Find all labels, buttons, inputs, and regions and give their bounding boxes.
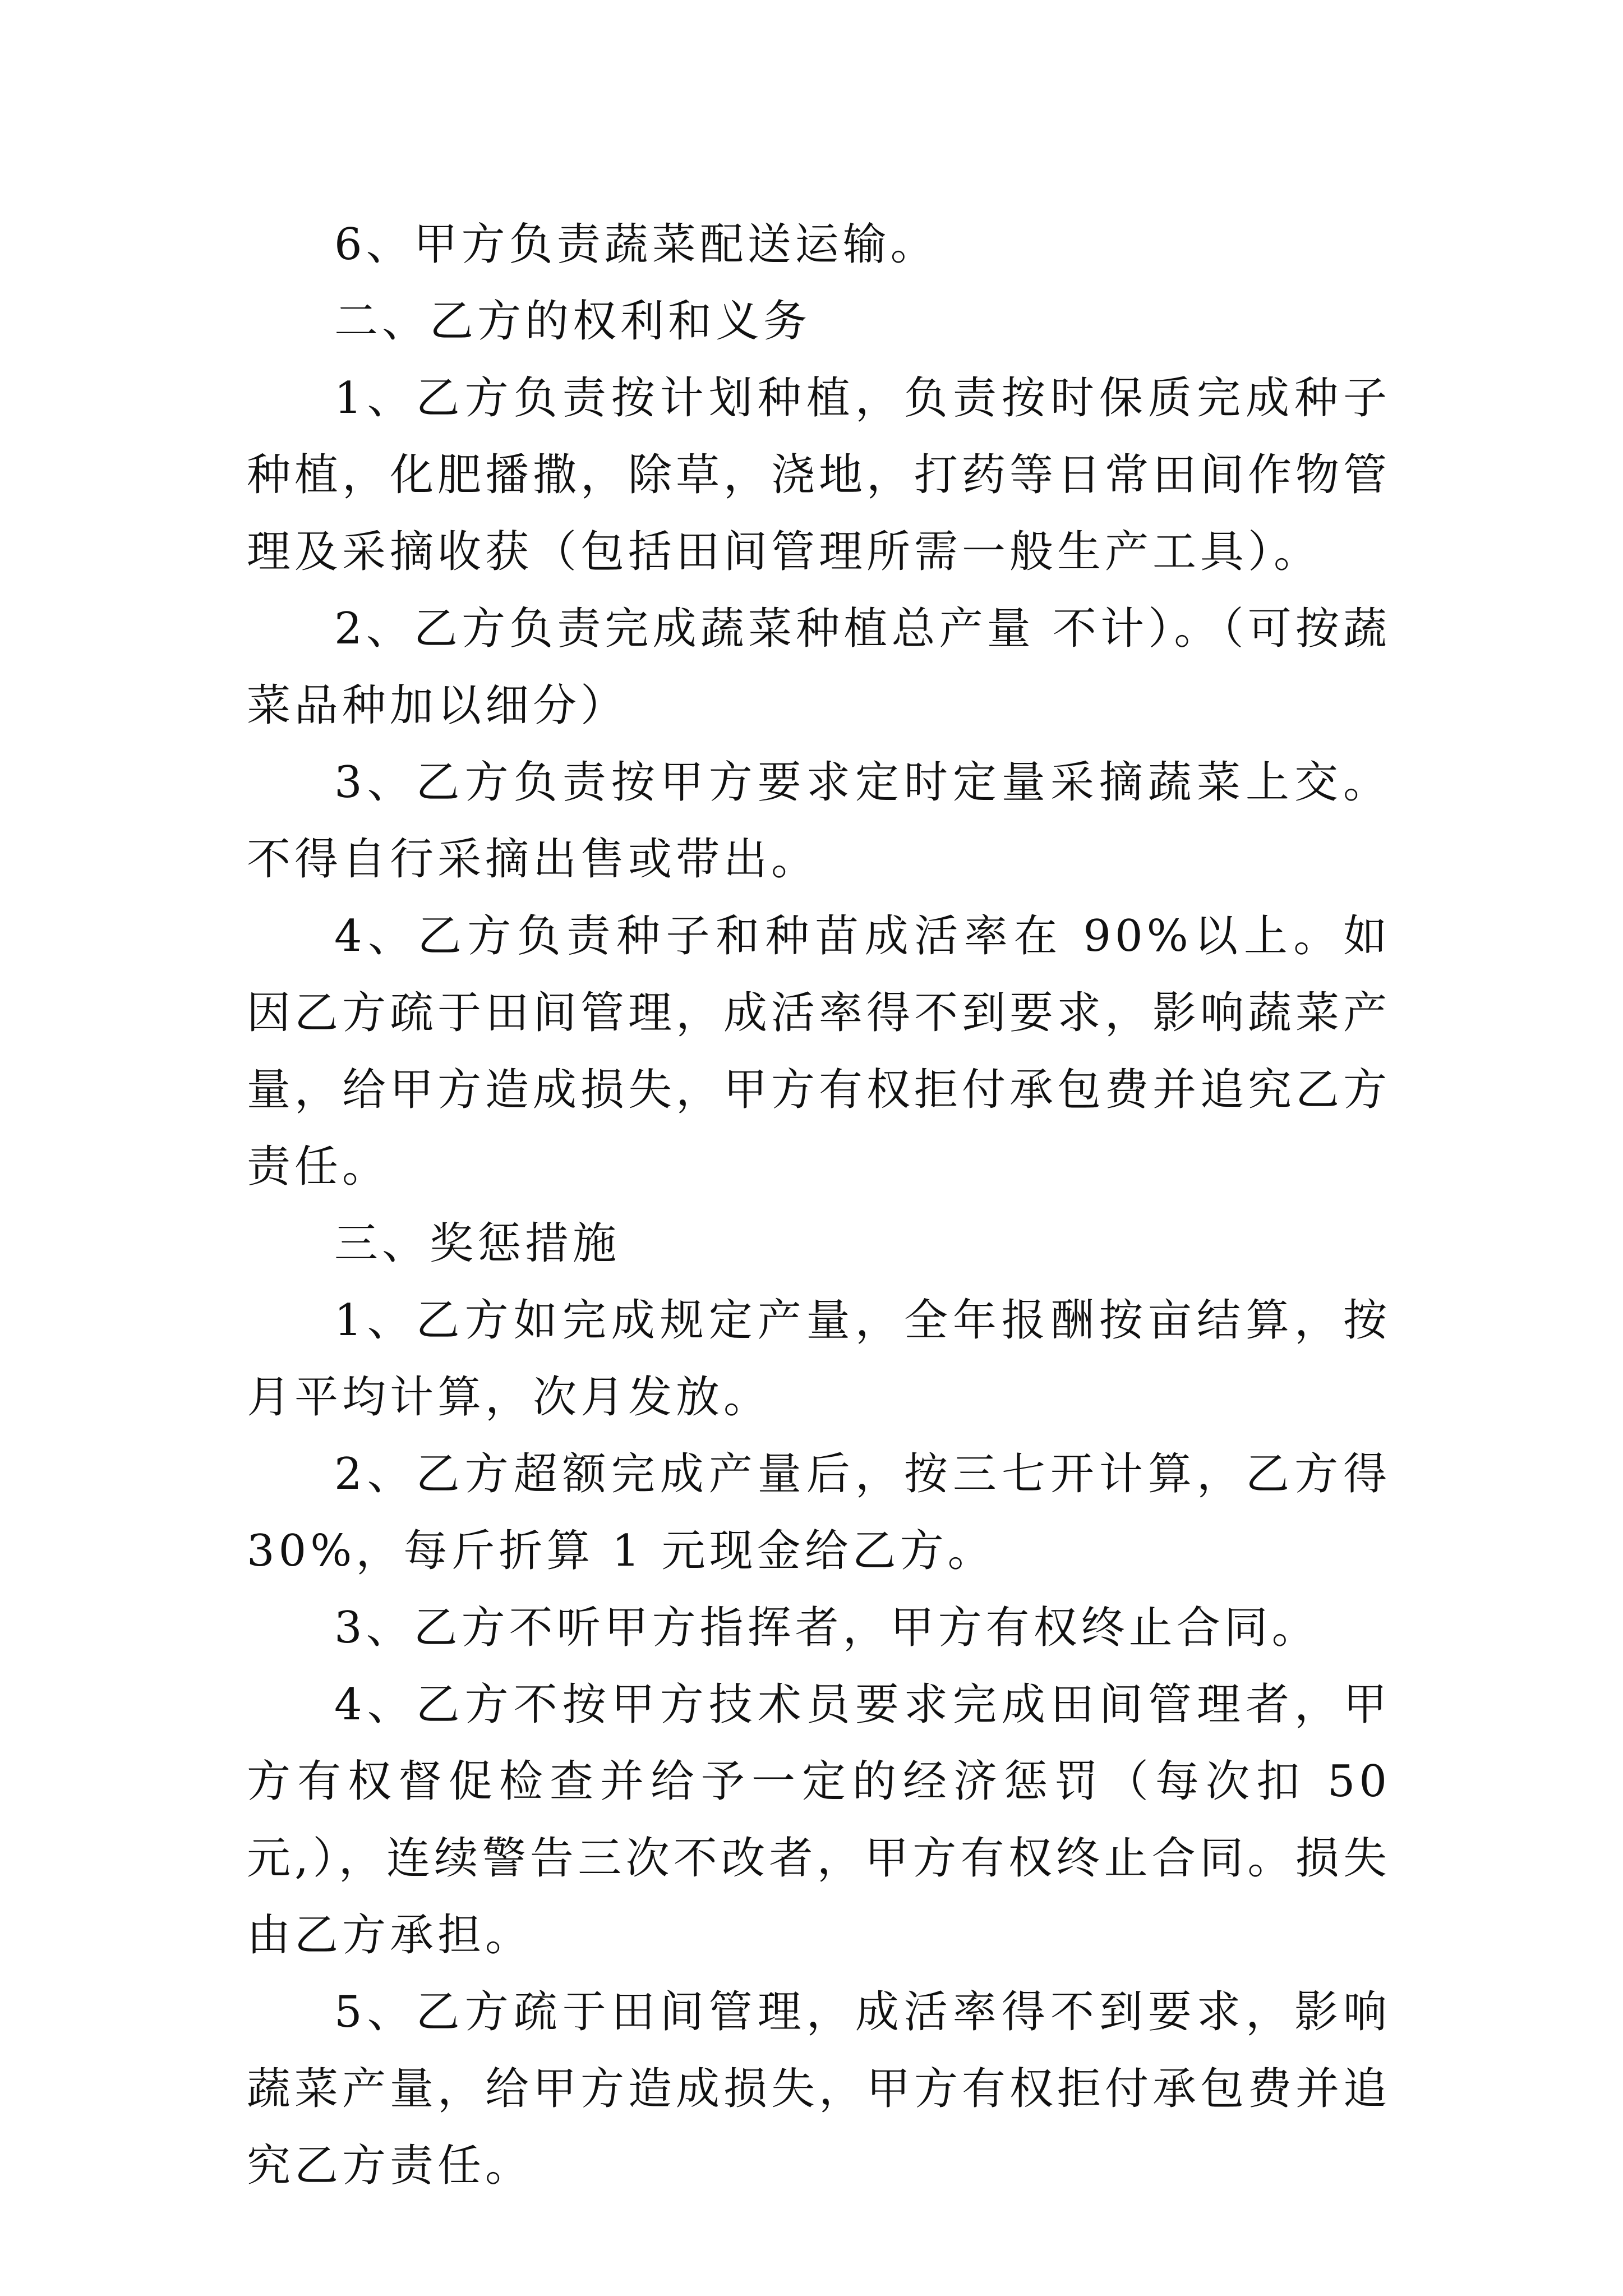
clause-a6: 6、甲方负责蔬菜配送运输。 xyxy=(334,219,938,270)
clause-c2: 2、乙方超额完成产量后，按三七开计算，乙方得 30%，每斤折算 1 元现金给乙方。 xyxy=(247,1449,1391,1576)
section-heading-rewards-penalties: 三、奖惩措施 xyxy=(334,1218,621,1269)
clause-b3: 3、乙方负责按甲方要求定时定量采摘蔬菜上交。不得自行采摘出售或带出。 xyxy=(247,757,1391,885)
clause-b2: 2、乙方负责完成蔬菜种植总产量 不计）。（可按蔬菜品种加以细分） xyxy=(247,604,1391,731)
document-body xyxy=(247,206,1391,2205)
clause-b1: 1、乙方负责按计划种植，负责按时保质完成种子种植，化肥播撒，除草，浇地，打药等日常田间作物管理及采摘收获（包括田间管理所需一般生产工具）。 xyxy=(247,373,1391,577)
clause-c5: 5、乙方疏于田间管理，成活率得不到要求，影响蔬菜产量，给甲方造成损失，甲方有权拒付承包费并追究乙方责任。 xyxy=(247,1987,1391,2191)
section-heading-party-b: 二、乙方的权利和义务 xyxy=(334,296,811,347)
clause-c3: 3、乙方不听甲方指挥者，甲方有权终止合同。 xyxy=(334,1603,1320,1653)
clause-c1: 1、乙方如完成规定产量，全年报酬按亩结算，按月平均计算，次月发放。 xyxy=(247,1295,1391,1423)
clause-c4: 4、乙方不按甲方技术员要求完成田间管理者，甲方有权督促检查并给予一定的经济惩罚（每次扣 50 元,），连续警告三次不改者，甲方有权终止合同。损失由乙方承担。 xyxy=(247,1680,1391,1961)
clause-b4: 4、乙方负责种子和种苗成活率在 90%以上。如因乙方疏于田间管理，成活率得不到要求，影响蔬菜产量，给甲方造成损失，甲方有权拒付承包费并追究乙方责任。 xyxy=(247,911,1391,1192)
